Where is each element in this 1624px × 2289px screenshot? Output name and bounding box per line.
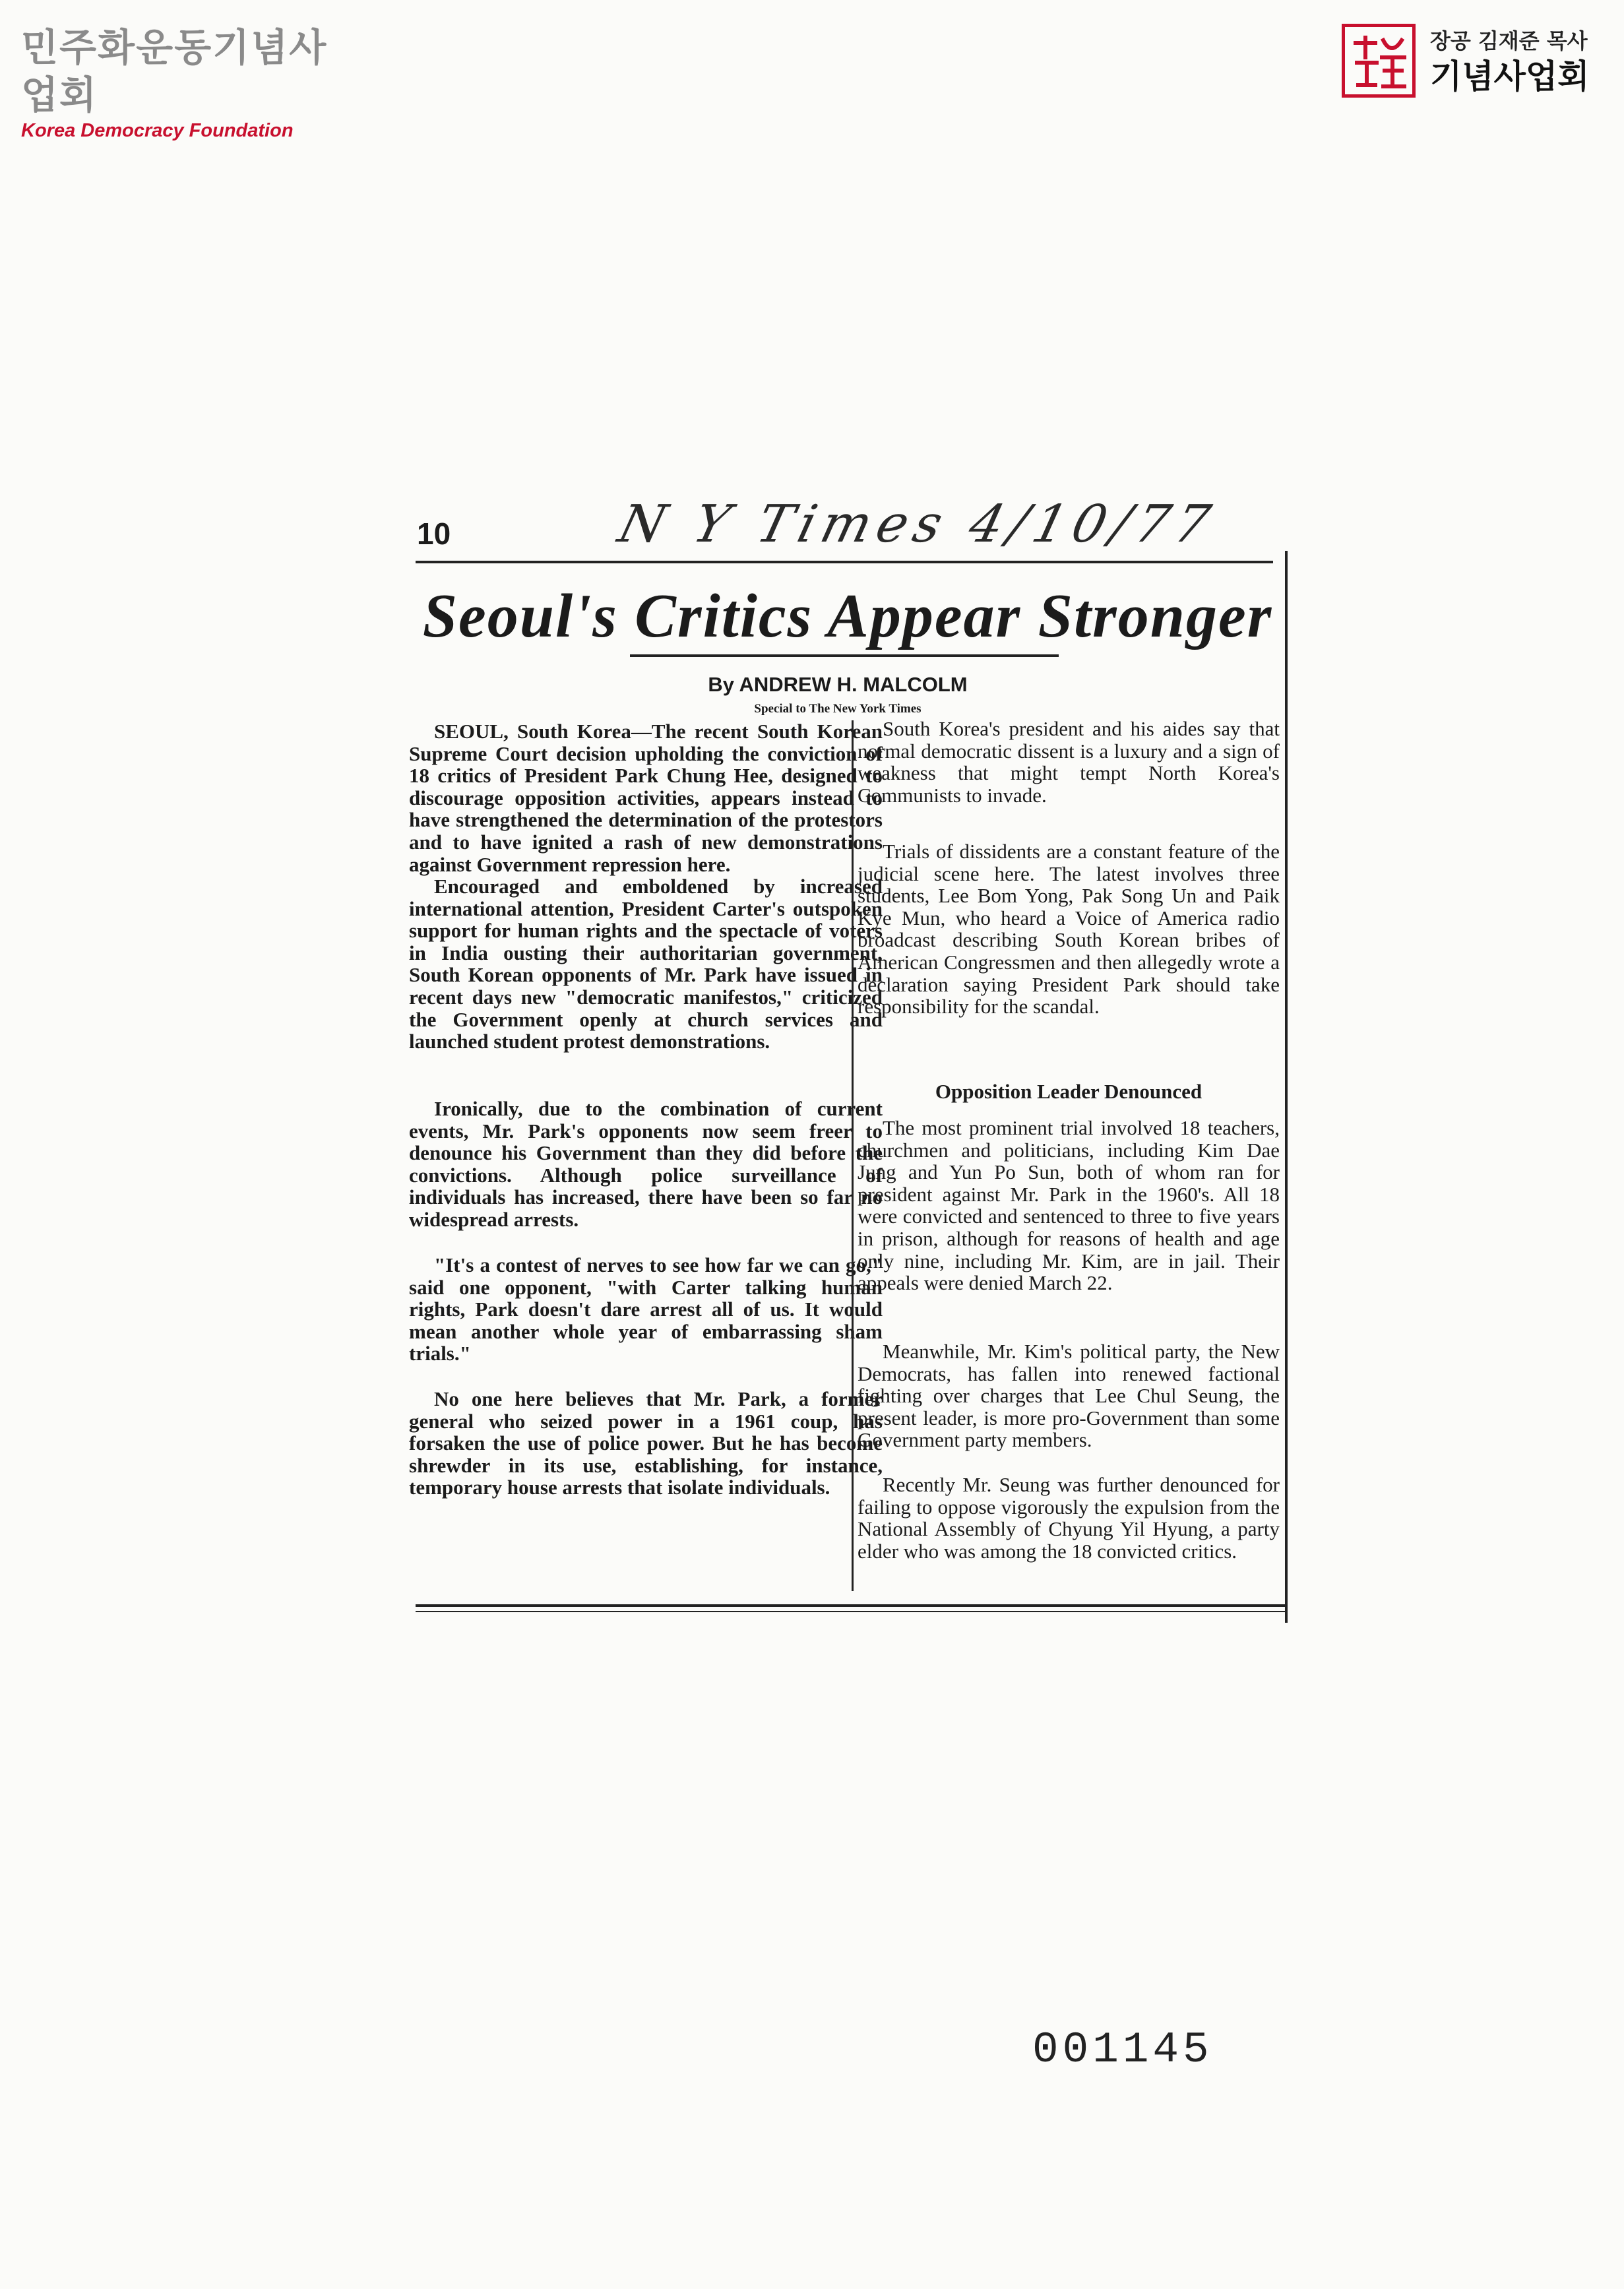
- headline-rule: [630, 654, 1059, 657]
- left-column: [409, 720, 883, 1544]
- paragraph: Trials of dissidents are a constant feature of the judicial scene here. The latest involves three students, Lee Bom Yong, Pak Song Un and Paik Kye Mun, who heard a Voice of America radio broadcast describing South Korean bribes of American Congressmen and then allegedly wrote a declaration saying President Park should take responsibility for the scandal.: [858, 840, 1280, 1019]
- seal-stamp-icon: [1342, 24, 1416, 98]
- headline: Seoul's Critics Appear Stronger: [422, 582, 1273, 650]
- byline: By ANDREW H. MALCOLM: [708, 673, 968, 696]
- foundation-name-korean: 민주화운동기념사업회: [21, 25, 328, 117]
- paragraph: No one here believes that Mr. Park, a former general who seized power in a 1961 coup, has forsaken the use of police power. But he has become shrewder in its use, establishing, for instance, temporary house arrests that isolate individuals.: [409, 1387, 883, 1499]
- paragraph: SEOUL, South Korea—The recent South Korean Supreme Court decision upholding the conviction of 18 critics of President Park Chung Hee, designed to discourage opposition activities, appears instead to have strengthened the determination of the protestors and to have ignited a rash of new demonstrations against Government repression here.: [409, 720, 883, 876]
- bottom-rule-thin: [416, 1611, 1286, 1612]
- bottom-rule: [416, 1604, 1286, 1607]
- memorial-society-label: [1430, 26, 1608, 98]
- paragraph: South Korea's president and his aides say that normal democratic dissent is a luxury and a sign of weakness that might tempt North Korea's Communists to invade.: [858, 717, 1280, 807]
- paragraph: Ironically, due to the combination of current events, Mr. Park's opponents now seem freer to denounce his Government than they did before the convictions. Although police surveillance of individuals has increased, there have been so far no widespread arrests.: [409, 1097, 883, 1231]
- document-number: 001145: [1032, 2025, 1213, 2075]
- memorial-name: 장공 김재준 목사: [1430, 28, 1588, 53]
- paragraph: Recently Mr. Seung was further denounced for failing to oppose vigorously the expulsion from the National Assembly of Chyung Yil Hyung, a party elder who was among the 18 convicted critics.: [858, 1473, 1280, 1563]
- paragraph: Encouraged and emboldened by increased international attention, President Carter's outspoken support for human rights and the spectacle of voters in India ousting their authoritarian government, South Korean opponents of Mr. Park have issued in recent days new "democratic manifestos," criticized the Government openly at church services and launched student protest demonstrations.: [409, 875, 883, 1053]
- paragraph: The most prominent trial involved 18 teachers, churchmen and politicians, including Kim Dae Jung and Yun Po Sun, both of whom ran for president against Mr. Park in the 1960's. All 18 were convicted and sentenced to three to five years in prison, although for reasons of health and age only nine, including Mr. Kim, are in jail. Their appeals were denied March 22.: [858, 1116, 1280, 1295]
- subhead: Opposition Leader Denounced: [935, 1080, 1202, 1103]
- foundation-name-english: Korea Democracy Foundation: [21, 120, 294, 141]
- memorial-society: 기념사업회: [1430, 57, 1590, 96]
- paragraph: Meanwhile, Mr. Kim's political party, the New Democrats, has fallen into renewed factional fighting over charges that Lee Chul Seung, the present leader, is more pro-Government than some Government party members.: [858, 1340, 1280, 1452]
- foundation-logo: [21, 24, 364, 142]
- newspaper-clipping: [369, 475, 1306, 1623]
- special-credit: Special to The New York Times: [754, 702, 921, 716]
- paragraph: "It's a contest of nerves to see how far we can go," said one opponent, "with Carter talking human rights, Park doesn't dare arrest all of us. It would mean another whole year of embarrassing sham trials.": [409, 1253, 883, 1365]
- page-number: 10: [417, 517, 451, 551]
- column-rule: [852, 720, 854, 1591]
- top-rule: [416, 561, 1273, 563]
- handwritten-source-note: N Y Times 4/10/77: [612, 495, 1223, 554]
